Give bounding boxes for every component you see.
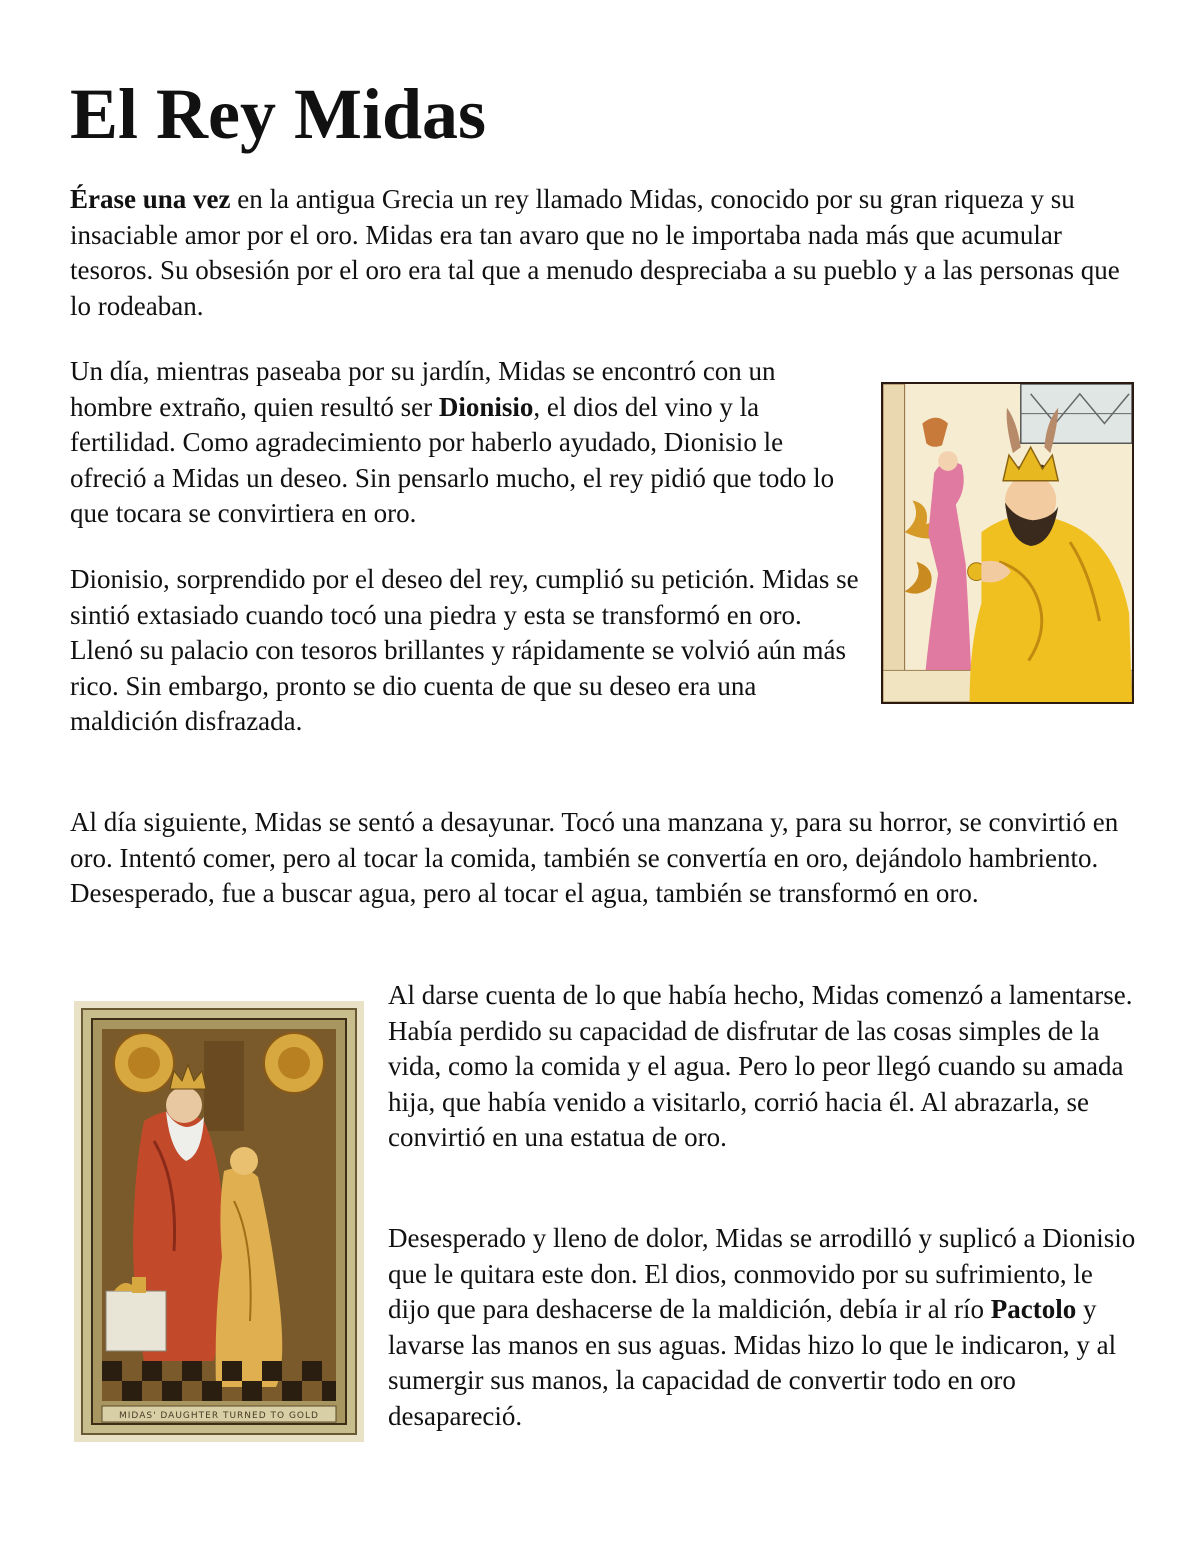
dionisio-text-a: Un día, mientras paseaba por su jardín, Midas se encontró con un hombre extraño, quien resultó ser bbox=[70, 356, 776, 422]
paragraph-wish-granted bbox=[70, 562, 860, 740]
paragraph-daughter bbox=[388, 978, 1140, 1156]
midas-daughter-illustration bbox=[74, 1001, 364, 1442]
pactolo-bold: Pactolo bbox=[990, 1294, 1077, 1325]
breakfast-text: Al día siguiente, Midas se sentó a desayunar. Tocó una manzana y, para su horror, se convirtió en oro. Intentó comer, pero al tocar la comida, también se convertía en oro, dejándolo hambriento. Desesperado, fue a buscar agua, pero al tocar el agua, también se transformó en oro. bbox=[70, 807, 1119, 909]
paragraph-breakfast bbox=[70, 805, 1135, 912]
dionisio-bold: Dionisio bbox=[438, 391, 534, 422]
intro-lead-bold: Érase una vez bbox=[70, 184, 231, 214]
daughter-text: Al darse cuenta de lo que había hecho, Midas comenzó a lamentarse. Había perdido su capacidad de disfrutar de las cosas simples de la vida, como la comida y el agua. Pero lo peor llegó cuando su amada hija, que había venido a visitarlo, corrió hacia él. Al abrazarla, se convirtió en una estatua de oro. bbox=[388, 980, 1133, 1153]
pactolo-text-b: y lavarse las manos en sus aguas. Midas hizo lo que le indicaron, y al sumergir sus manos, la capacidad de convertir todo en oro desapareció. bbox=[388, 1294, 1117, 1431]
paragraph-dionisio-meeting bbox=[70, 354, 860, 532]
intro-text: en la antigua Grecia un rey llamado Midas, conocido por su gran riqueza y su insaciable amor por el oro. Midas era tan avaro que no le importaba nada más que acumular tesoros. Su obsesión por el oro era tal que a menudo despreciaba a su pueblo y a las personas que lo rodeaban. bbox=[70, 184, 1120, 321]
dionisio-text-b: , el dios del vino y la fertilidad. Como agradecimiento por haberlo ayudado, Dionisio le ofreció a Midas un deseo. Sin pensarlo mucho, el rey pidió que todo lo que tocara se convirtiera en oro. bbox=[70, 391, 835, 529]
king-midas-drawing bbox=[883, 384, 1132, 702]
king-midas-illustration bbox=[881, 382, 1134, 704]
pactolo-text-a: Desesperado y lleno de dolor, Midas se arrodilló y suplicó a Dionisio que le quitara este don. El dios, conmovido por su sufrimiento, le dijo que para deshacerse de la maldición, debía ir al río bbox=[388, 1223, 1136, 1325]
illustration-caption: MIDAS' DAUGHTER TURNED TO GOLD bbox=[119, 1411, 319, 1421]
paragraph-pactolo bbox=[388, 1221, 1140, 1435]
wish-text: Dionisio, sorprendido por el deseo del rey, cumplió su petición. Midas se sintió extasiado cuando tocó una piedra y esta se transformó en oro. Llenó su palacio con tesoros brillantes y rápidamente se volvió aún más rico. Sin embargo, pronto se dio cuenta de que su deseo era una maldición disfrazada. bbox=[70, 564, 859, 737]
paragraph-intro bbox=[70, 182, 1135, 324]
page-title: El Rey Midas bbox=[70, 74, 487, 154]
midas-daughter-drawing bbox=[74, 1001, 364, 1442]
